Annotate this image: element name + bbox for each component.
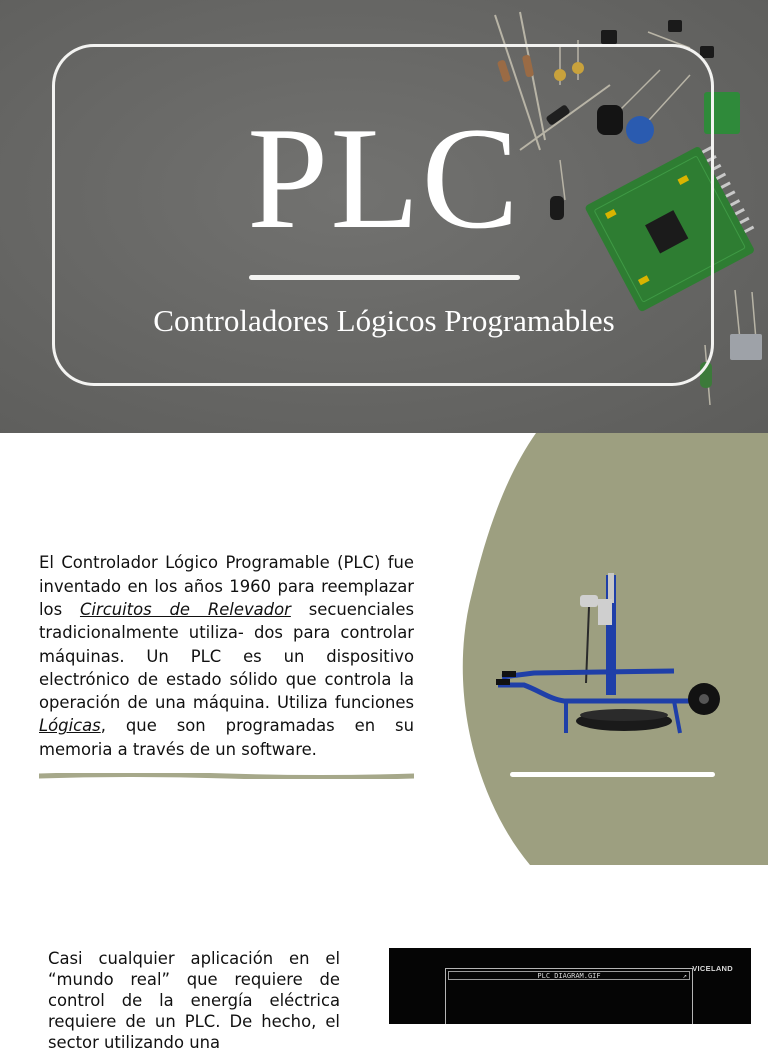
diagram-window-title: PLC_DIAGRAM.GIF [537, 972, 601, 980]
relay-circuits-link[interactable]: Circuitos de Relevador [79, 599, 291, 619]
intro-text-1: El Controlador Lógico Programable (PLC) fue inventado en los años 1960 para reemplazar los [39, 553, 414, 619]
window-close-icon[interactable]: ↗ [682, 972, 687, 980]
plc-diagram-screen [389, 948, 751, 1024]
logic-functions-link[interactable]: Lógicas [39, 716, 101, 736]
hero-banner [0, 0, 768, 433]
olive-panel-divider [510, 772, 715, 777]
intro-section [0, 433, 768, 865]
applications-paragraph: Casi cualquier aplicación en el “mundo real” que requiere de control de la energía eléctrica requiere de un PLC. De hecho, el sector utilizando una [48, 949, 340, 1053]
intro-text-3: , que son programadas en su memoria a través de un software. [39, 716, 414, 759]
intro-text-2: secuenciales tradicionalmente utiliza- dos para controlar máquinas. Un PLC es un dispositivo electrónico de estado sólido que controla la operación de una máquina. Utiliza funciones [39, 599, 414, 713]
intro-paragraph [39, 551, 414, 761]
paragraph-underline [39, 773, 414, 779]
diagram-window [445, 968, 693, 1024]
title-divider [249, 275, 520, 280]
page-title: PLC [247, 97, 521, 259]
diagram-window-titlebar [448, 971, 690, 980]
viceland-logo: VICELAND [692, 964, 733, 973]
vacuum-lifter-device-photo [494, 573, 726, 748]
page-subtitle: Controladores Lógicos Programables [153, 303, 615, 338]
